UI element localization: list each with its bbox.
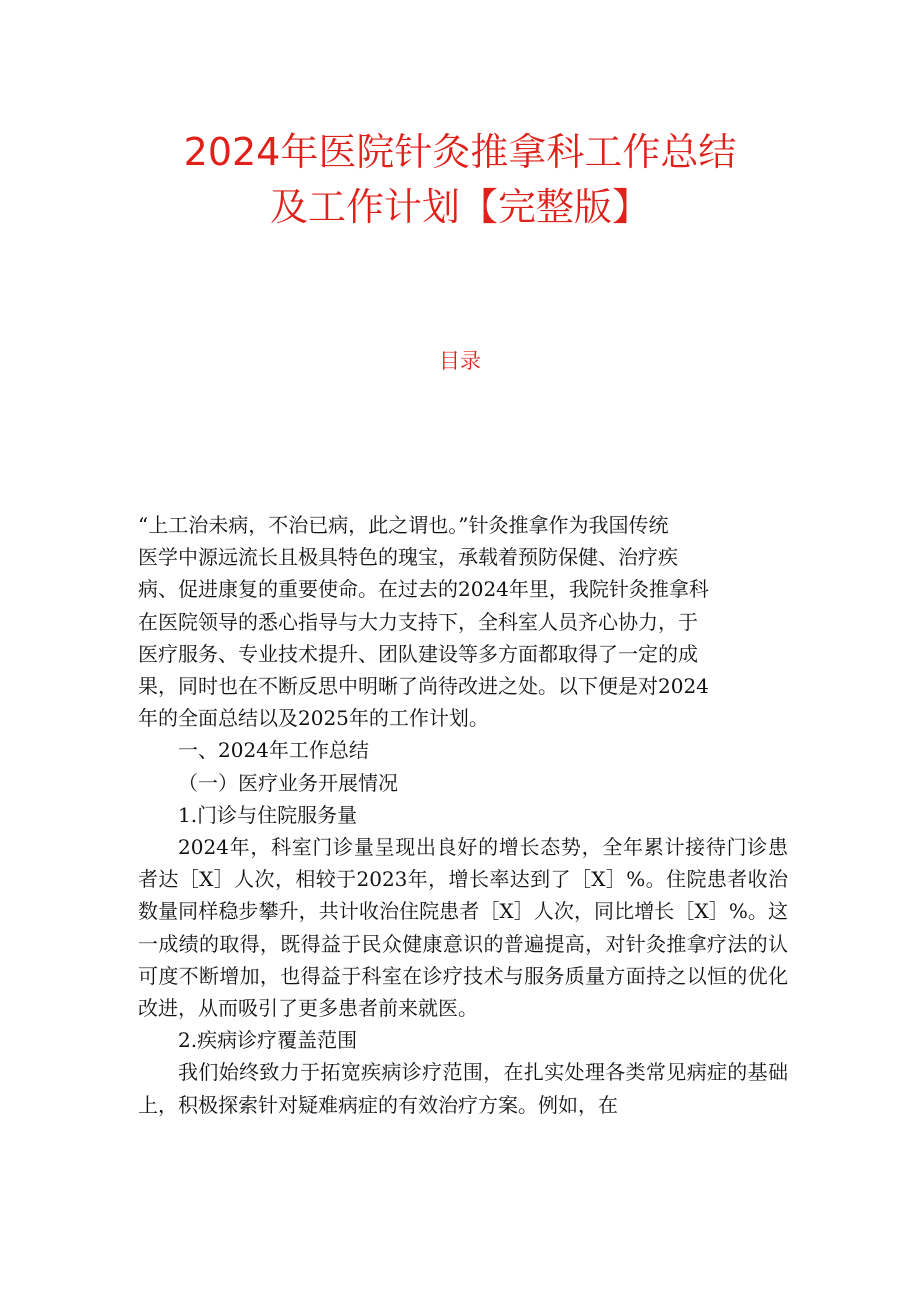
intro-line: 果，同时也在不断反思中明晰了尚待改进之处。以下便是对2024 — [138, 674, 709, 699]
document-title-line2: 及工作计划【完整版】 — [269, 185, 650, 229]
intro-line: “上工治未病，不治已病，此之谓也。”针灸推拿作为我国传统 — [138, 513, 669, 537]
intro-line: 病、促进康复的重要使命。在过去的2024年里，我院针灸推拿科 — [138, 577, 709, 602]
item-heading: 1.门诊与住院服务量 — [178, 802, 358, 827]
document-title-line1: 2024年医院针灸推拿科工作总结 — [183, 130, 737, 174]
item-paragraph: 2024年，科室门诊量呈现出良好的增长态势，全年累计接待门诊患者达［X］人次，相较于2023年，增长率达到了［X］%。住院患者收治数量同样稳步攀升，共计收治住院患者［X］人次，同比增长［X］%。这一成绩的取得，既得益于民众健康意识的普遍提高，对针灸推拿疗法的认可度不断增加，也得益于科室在诊疗技术与服务质量方面持之以恒的优化改进，从而吸引了更多患者前来就医。 — [138, 835, 788, 1021]
toc-heading: 目录 — [439, 349, 481, 373]
intro-line: 年的全面总结以及2025年的工作计划。 — [138, 706, 489, 731]
intro-line: 医学中源远流长且极具特色的瑰宝，承载着预防保健、治疗疾 — [138, 545, 678, 570]
item-heading: 2.疾病诊疗覆盖范围 — [178, 1028, 358, 1053]
subsection-heading: （一）医疗业务开展情况 — [178, 770, 398, 795]
intro-line: 在医院领导的悉心指导与大力支持下，全科室人员齐心协力，于 — [138, 609, 698, 634]
intro-paragraph — [138, 509, 788, 734]
item-paragraph: 我们始终致力于拓宽疾病诊疗范围，在扎实处理各类常见病症的基础上，积极探索针对疑难病症的有效治疗方案。例如，在 — [138, 1060, 788, 1117]
intro-line: 医疗服务、专业技术提升、团队建设等多方面都取得了一定的成 — [138, 641, 698, 666]
section-heading: 一、2024年工作总结 — [178, 738, 369, 763]
document-body — [138, 509, 788, 1121]
